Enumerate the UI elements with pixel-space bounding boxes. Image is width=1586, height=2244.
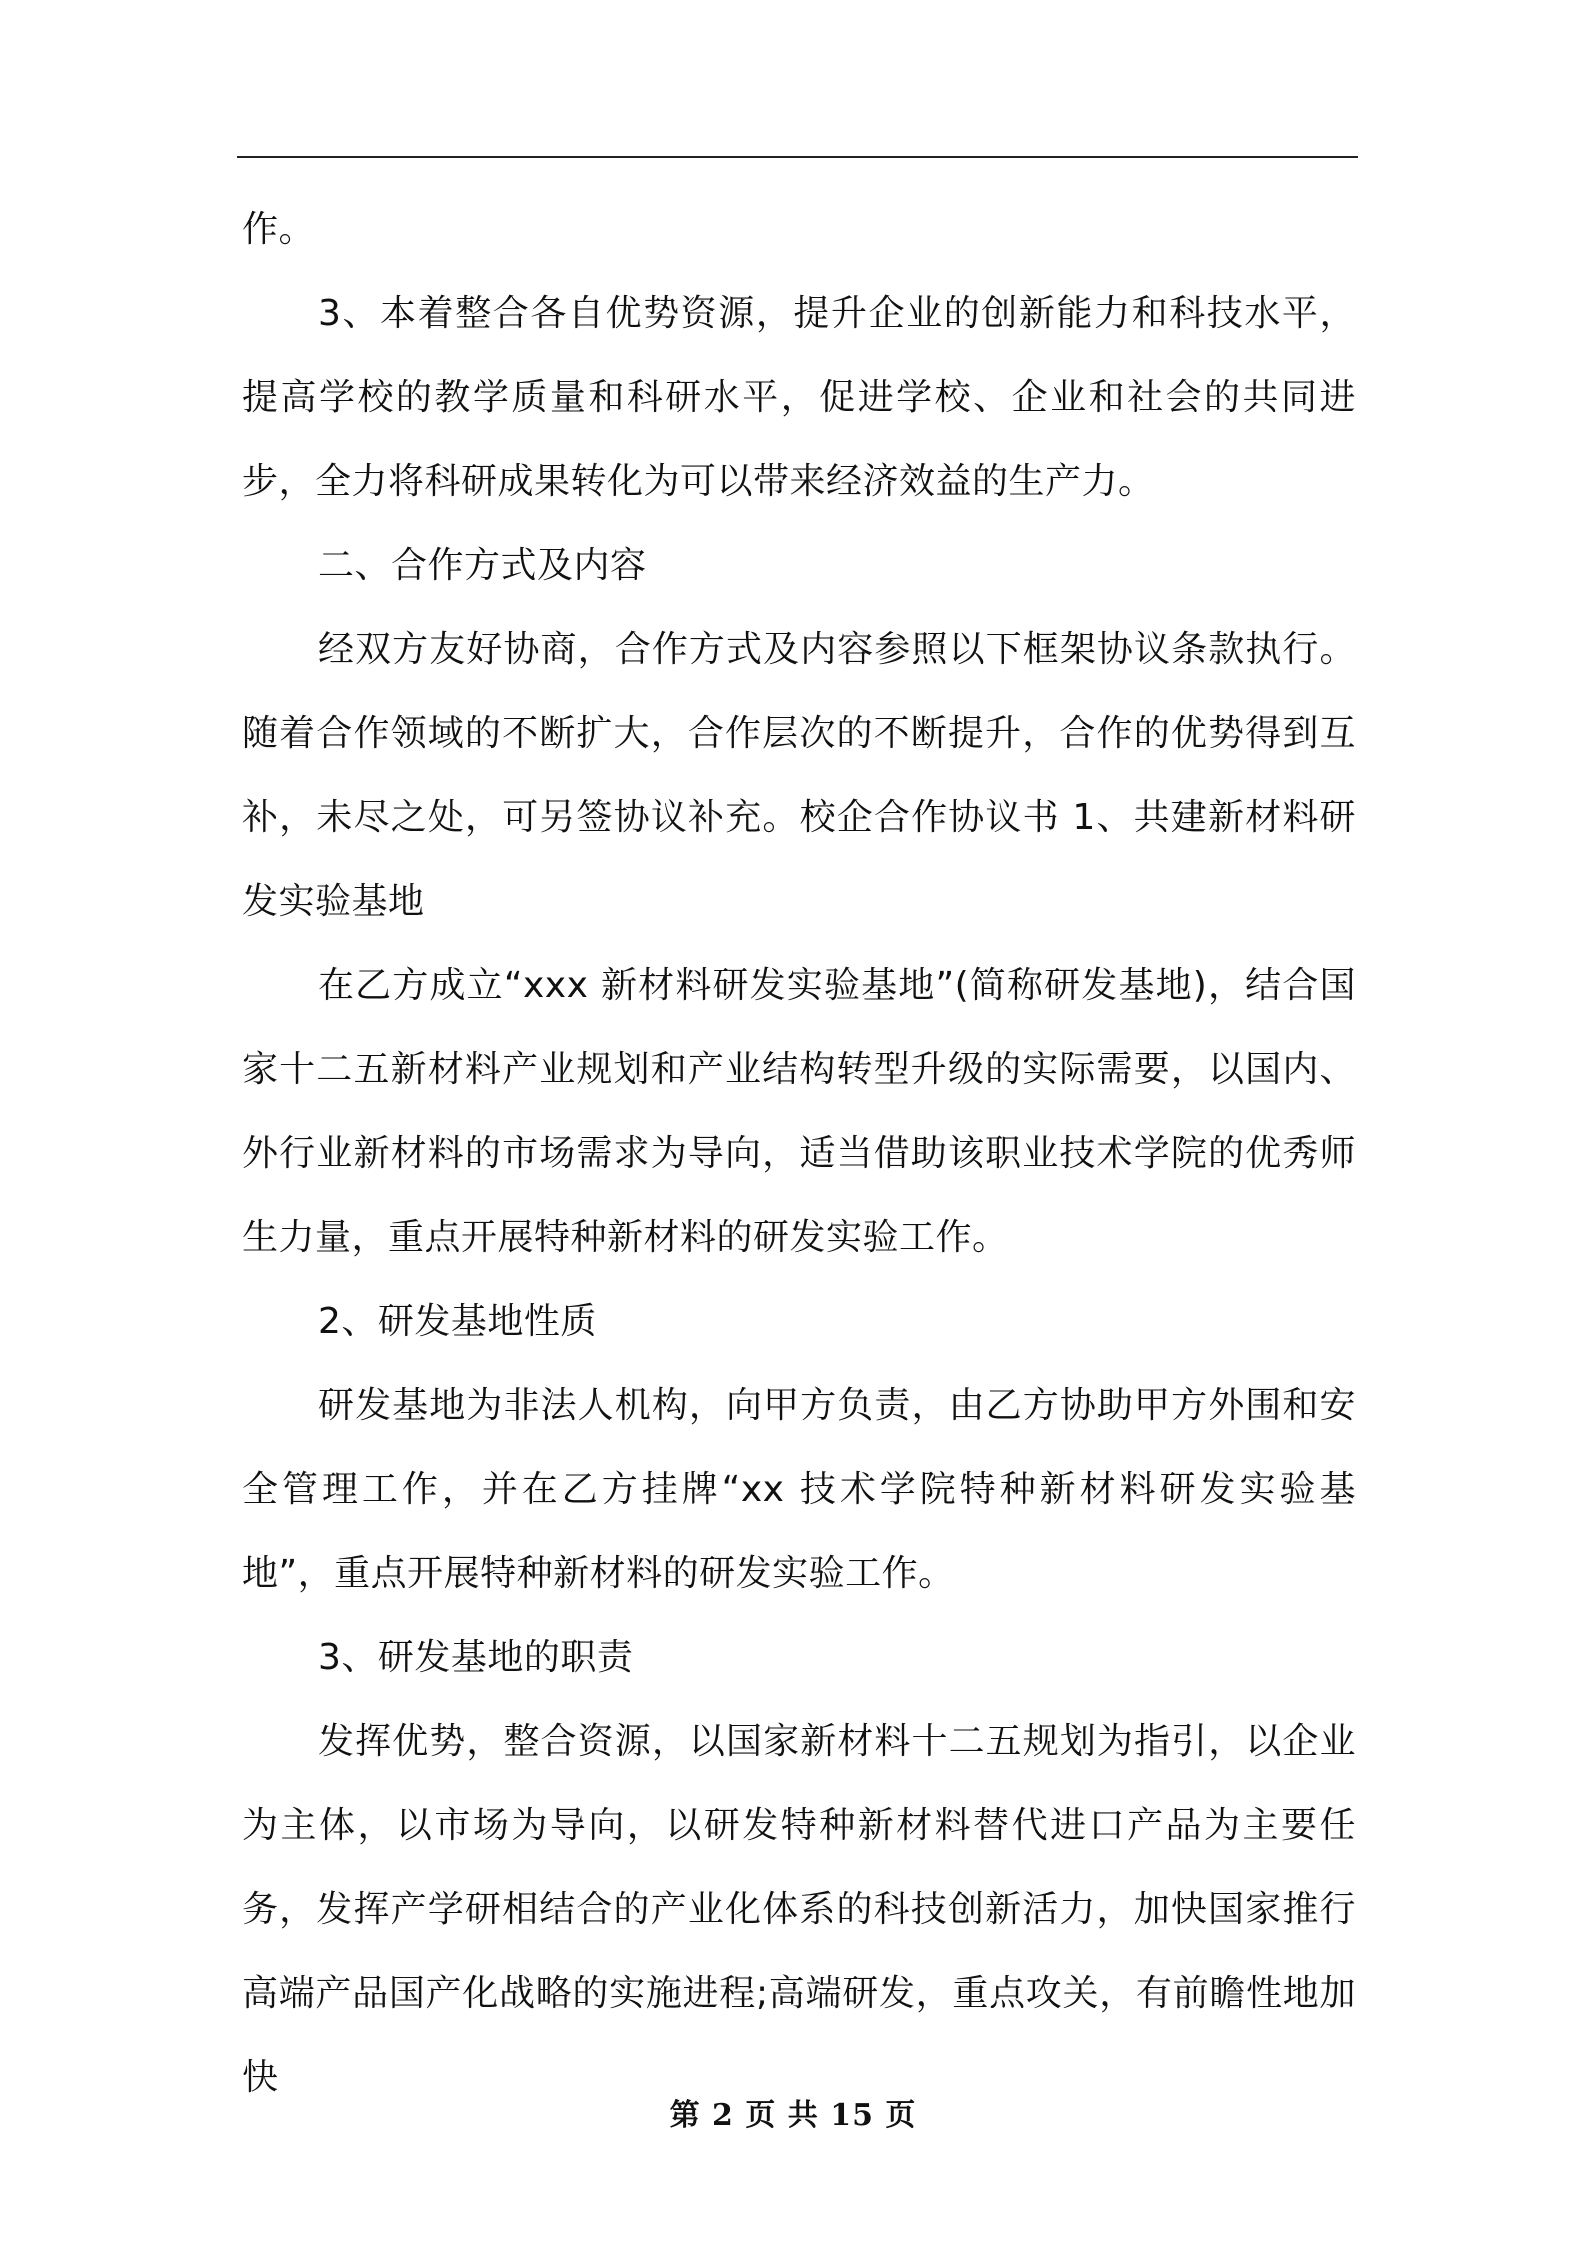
section-heading: 二、合作方式及内容	[318, 545, 647, 586]
header-rule	[237, 156, 1358, 158]
document-body	[242, 188, 1356, 2120]
paragraph: 作。	[242, 209, 316, 250]
section-heading: 3、研发基地的职责	[318, 1637, 634, 1678]
section-heading: 2、研发基地性质	[318, 1301, 597, 1342]
paragraph: 3、本着整合各自优势资源，提升企业的创新能力和科技水平，提高学校的教学质量和科研水平，促进学校、企业和社会的共同进步，全力将科研成果转化为可以带来经济效益的生产力。	[242, 293, 1356, 502]
paragraph: 经双方友好协商，合作方式及内容参照以下框架协议条款执行。随着合作领域的不断扩大，合作层次的不断提升，合作的优势得到互补，未尽之处，可另签协议补充。校企合作协议书 1、共建新材料研发实验基地	[242, 629, 1356, 922]
paragraph: 研发基地为非法人机构，向甲方负责，由乙方协助甲方外围和安全管理工作，并在乙方挂牌“xx 技术学院特种新材料研发实验基地”，重点开展特种新材料的研发实验工作。	[242, 1385, 1356, 1594]
paragraph: 在乙方成立“xxx 新材料研发实验基地”(简称研发基地)，结合国家十二五新材料产业规划和产业结构转型升级的实际需要，以国内、外行业新材料的市场需求为导向，适当借助该职业技术学院的优秀师生力量，重点开展特种新材料的研发实验工作。	[242, 965, 1356, 1258]
paragraph: 发挥优势，整合资源，以国家新材料十二五规划为指引，以企业为主体，以市场为导向，以研发特种新材料替代进口产品为主要任务，发挥产学研相结合的产业化体系的科技创新活力，加快国家推行高端产品国产化战略的实施进程;高端研发，重点攻关，有前瞻性地加快	[242, 1721, 1356, 2098]
page-number: 第 2 页 共 15 页	[669, 2098, 917, 2133]
